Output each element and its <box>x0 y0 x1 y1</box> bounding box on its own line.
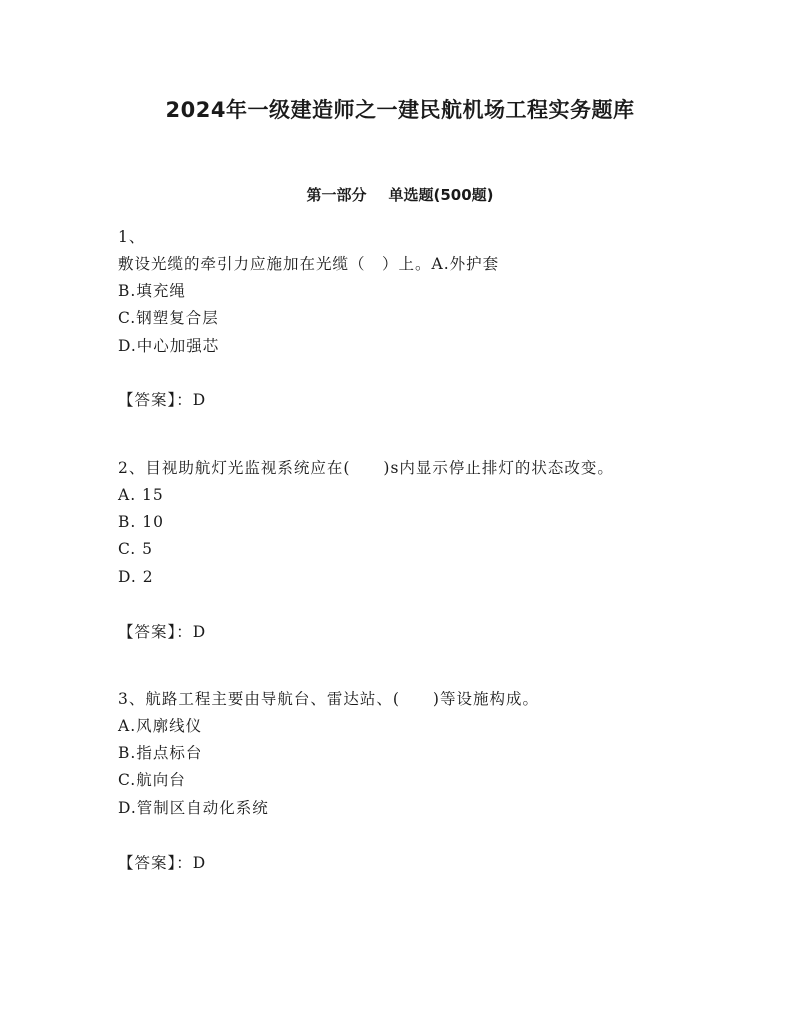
section-part: 第一部分 <box>306 186 367 204</box>
question-2-option-c: C. 5 <box>118 540 154 558</box>
question-3-answer: 【答案】：D <box>118 854 207 872</box>
question-1-number: 1、 <box>118 228 146 246</box>
question-1-option-d: D.中心加强芯 <box>118 337 220 355</box>
question-2-option-b: B. 10 <box>118 513 164 531</box>
question-1-answer: 【答案】：D <box>118 391 207 409</box>
question-3-option-d: D.管制区自动化系统 <box>118 799 269 817</box>
question-1-option-c: C.钢塑复合层 <box>118 309 219 327</box>
question-3-stem: 3、航路工程主要由导航台、雷达站、( )等设施构成。 <box>118 690 539 708</box>
question-1-stem: 敷设光缆的牵引力应施加在光缆（ ）上。A.外护套 <box>118 255 500 273</box>
question-2-answer: 【答案】：D <box>118 623 207 641</box>
question-3-option-b: B.指点标台 <box>118 744 203 762</box>
section-title <box>0 184 800 205</box>
question-1-option-b: B.填充绳 <box>118 282 186 300</box>
question-2-option-d: D. 2 <box>118 568 154 586</box>
question-2-option-a: A. 15 <box>118 486 164 504</box>
section-name: 单选题(500题) <box>388 186 494 204</box>
document-title: 2024年一级建造师之一建民航机场工程实务题库 <box>165 98 635 122</box>
question-3-option-c: C.航向台 <box>118 771 186 789</box>
question-2-stem: 2、目视助航灯光监视系统应在( )s内显示停止排灯的状态改变。 <box>118 459 614 477</box>
question-3-option-a: A.风廓线仪 <box>118 717 203 735</box>
